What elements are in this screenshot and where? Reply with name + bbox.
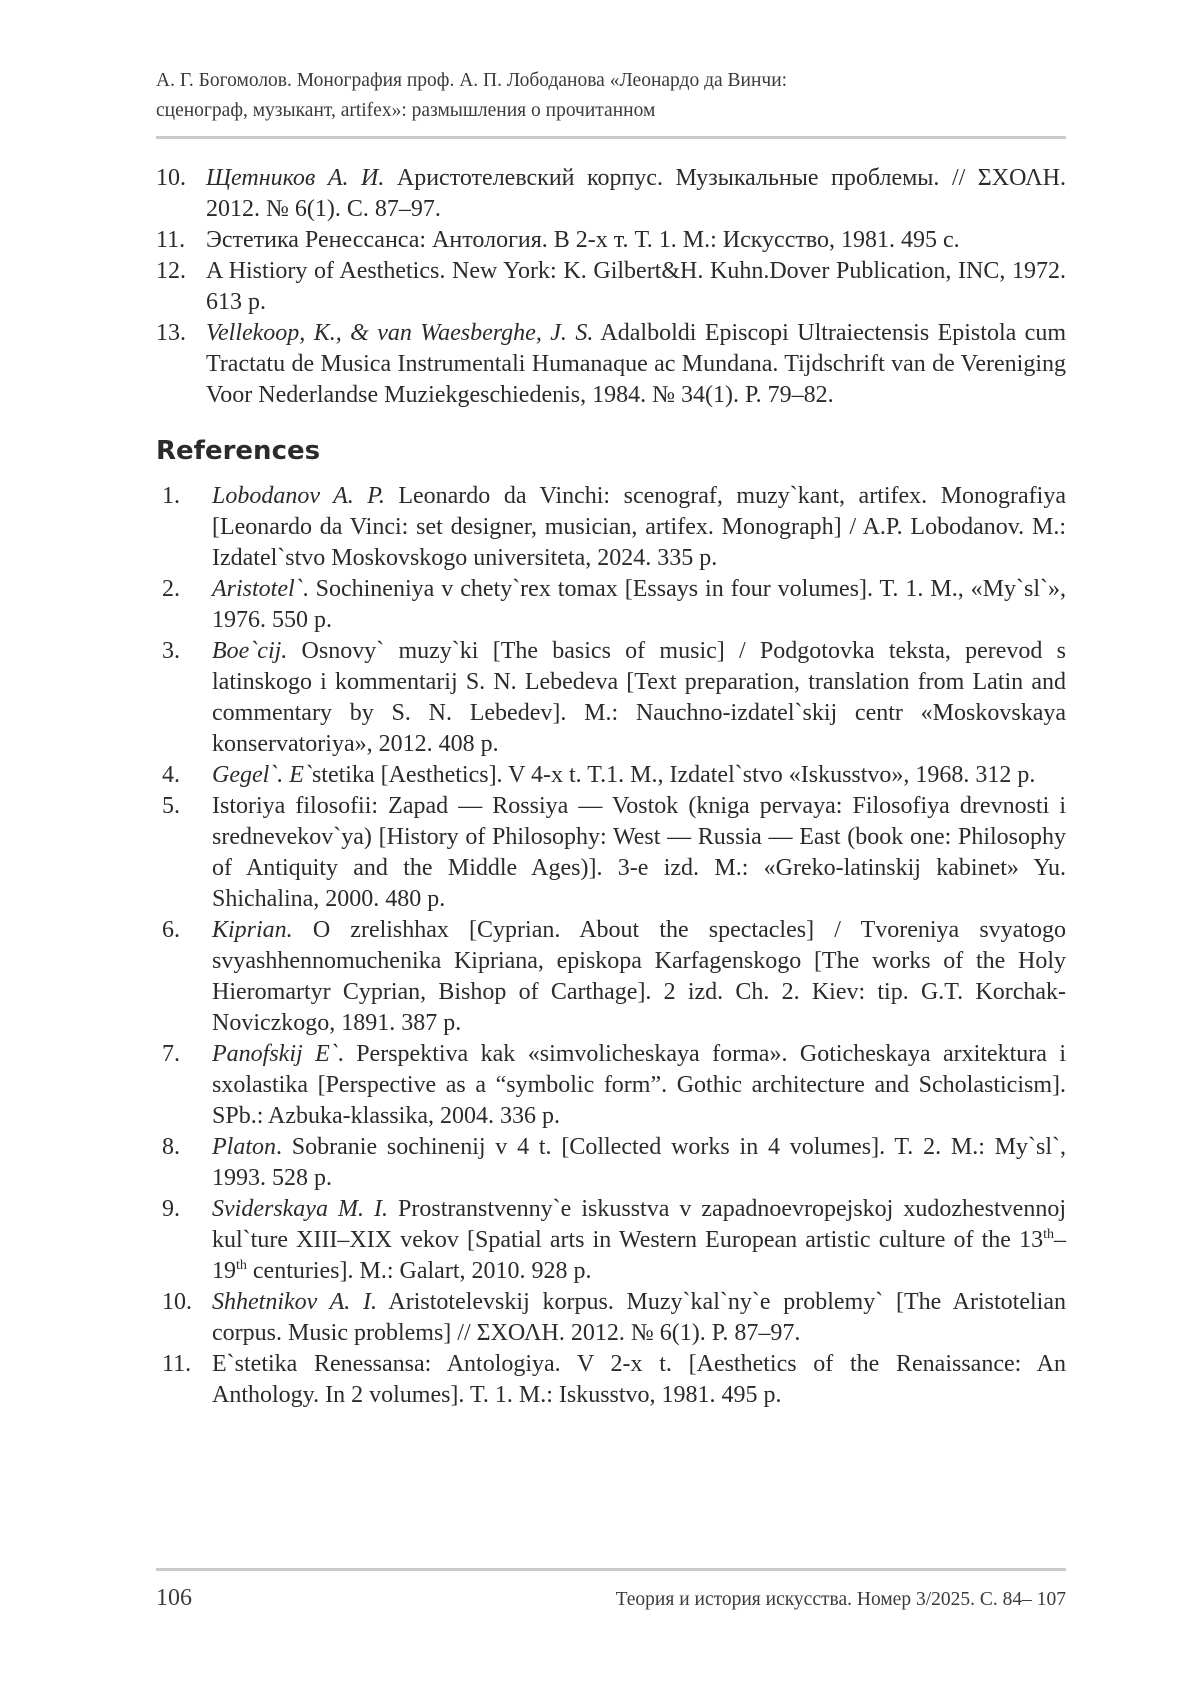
ref-number: 10.	[156, 165, 186, 191]
running-head	[156, 66, 1066, 139]
list-item	[156, 636, 1066, 760]
ref-number: 10.	[162, 1289, 192, 1315]
page	[156, 66, 1066, 1411]
ref-author: Boe`cij.	[212, 638, 288, 664]
ref-number: 1.	[162, 483, 180, 509]
ref-number: 11.	[162, 1351, 192, 1377]
ref-text: Platon. Sobranie sochinenij v 4 t. [Collected works in 4 volumes]. T. 2. M.: My`sl`, 1993. 528 p.	[212, 1134, 1066, 1191]
ref-author: Sviderskaya M. I.	[212, 1196, 388, 1222]
ref-author: Panofskij E`	[212, 1041, 338, 1067]
ref-text: Kiprian. O zrelishhax [Cyprian. About the spectacles] / Tvoreniya svyatogo svyashhennomuchenika Kipriana, episkopa Karfagenskogo [The works of the Holy Hieromartyr Cyprian, Bishop of Carthage]. 2 izd. Ch. 2. Kiev: tip. G.T. Korchak-Noviczkogo, 1891. 387 p.	[212, 917, 1066, 1036]
ref-number: 7.	[162, 1041, 180, 1067]
ref-text: A Histiory of Aesthetics. New York: K. Gilbert&H. Kuhn.Dover Publication, INC, 1972. 613 p.	[206, 258, 1066, 315]
ref-text: Aristotel`. Sochineniya v chety`rex tomax [Essays in four volumes]. T. 1. M., «My`sl`», 1976. 550 p.	[212, 576, 1066, 633]
ref-author: Kiprian.	[212, 917, 293, 943]
list-item	[156, 791, 1066, 915]
ref-text: Istoriya filosofii: Zapad — Rossiya — Vostok (kniga pervaya: Filosofiya drevnosti i srednevekov`ya) [History of Philosophy: West — Russia — East (book one: Philosophy of Antiquity and the Middle Ages)]. 3-e izd. M.: «Greko-latinskij kabinet» Yu. Shichalina, 2000. 480 p.	[212, 793, 1066, 912]
ru-reference-list	[156, 163, 1066, 411]
ref-number: 11.	[156, 227, 186, 253]
ref-author: Aristotel`	[212, 576, 303, 602]
list-item	[156, 1287, 1066, 1349]
en-reference-list	[156, 481, 1066, 1411]
list-item	[156, 481, 1066, 574]
list-item	[156, 1132, 1066, 1194]
ref-number: 13.	[156, 320, 186, 346]
ref-number: 4.	[162, 762, 180, 788]
running-head-line-1: А. Г. Богомолов. Монография проф. А. П. Лободанова «Леонардо да Винчи:	[156, 70, 788, 91]
list-item	[156, 574, 1066, 636]
ref-number: 2.	[162, 576, 180, 602]
ref-author: Lobodanov A. P.	[212, 483, 385, 509]
list-item	[156, 915, 1066, 1039]
list-item	[156, 256, 1066, 318]
ref-author: Щетников А. И.	[206, 165, 385, 191]
ref-text: Эстетика Ренессанса: Антология. В 2-х т. Т. 1. М.: Искусство, 1981. 495 с.	[206, 227, 960, 253]
ref-number: 12.	[156, 258, 186, 284]
ref-author: Shhetnikov A. I.	[212, 1289, 377, 1315]
ref-number: 5.	[162, 793, 180, 819]
list-item	[156, 318, 1066, 411]
ref-text: Boe`cij. Osnovy` muzy`ki [The basics of music] / Podgotovka teksta, perevod s latinskogo i kommentarij S. N. Lebedeva [Text preparation, translation from Latin and commentary by S. N. Lebedev]. M.: Nauchno-izdatel`skij centr «Moskovskaya konservatoriya», 2012. 408 p.	[212, 638, 1066, 757]
ref-text: E`stetika Renessansa: Antologiya. V 2-x t. [Aesthetics of the Renaissance: An Anthology. In 2 volumes]. T. 1. M.: Iskusstvo, 1981. 495 p.	[212, 1351, 1066, 1408]
ref-text: Sviderskaya M. I. Prostranstvenny`e iskusstva v zapadnoevropejskoj xudozhestvennoj kul`ture XIII–XIX vekov [Spatial arts in Western European artistic culture of the 13th–19th centuries]. M.: Galart, 2010. 928 p.	[212, 1196, 1066, 1284]
ref-author: Vellekoop, K., & van Waesberghe, J. S.	[206, 320, 594, 346]
ref-text: Lobodanov A. P. Leonardo da Vinchi: scenograf, muzy`kant, artifex. Monografiya [Leonardo da Vinci: set designer, musician, artifex. Monograph] / A.P. Lobodanov. M.: Izdatel`stvo Moskovskogo universiteta, 2024. 335 p.	[212, 483, 1066, 571]
references-heading: References	[156, 436, 321, 466]
page-number: 106	[156, 1585, 192, 1611]
ref-text: Panofskij E`. Perspektiva kak «simvolicheskaya forma». Goticheskaya arxitektura i sxolastika [Perspective as a “symbolic form”. Gothic architecture and Scholasticism]. SPb.: Azbuka-klassika, 2004. 336 p.	[212, 1041, 1067, 1129]
ref-text: Gegel`. E`stetika [Aesthetics]. V 4-x t. T.1. M., Izdatel`stvo «Iskusstvo», 1968. 312 p.	[212, 762, 1036, 788]
list-item	[156, 1194, 1066, 1287]
ref-number: 6.	[162, 917, 180, 943]
list-item	[156, 163, 1066, 225]
ref-author: Gegel`. E`	[212, 762, 312, 788]
ref-number: 9.	[162, 1196, 180, 1222]
list-item	[156, 1039, 1066, 1132]
ref-number: 8.	[162, 1134, 180, 1160]
ref-text: Shhetnikov A. I. Aristotelevskij korpus. Muzy`kal`ny`e problemy` [The Aristotelian corpus. Music problems] // ΣΧΟΛΗ. 2012. № 6(1). P. 87–97.	[212, 1289, 1066, 1346]
running-head-line-2: сценограф, музыкант, artifex»: размышления о прочитанном	[156, 100, 656, 121]
list-item	[156, 1349, 1066, 1411]
ref-text: Щетников А. И. Аристотелевский корпус. Музыкальные проблемы. // ΣΧΟΛΗ. 2012. № 6(1). С. 87–97.	[206, 165, 1067, 222]
list-item	[156, 225, 1066, 256]
list-item	[156, 760, 1066, 791]
ref-text: Vellekoop, K., & van Waesberghe, J. S. Adalboldi Episcopi Ultraiectensis Epistola cum Tractatu de Musica Instrumentali Humanaque ac Mundana. Tijdschrift van de Vereniging Voor Nederlandse Muziekgeschiedenis, 1984. № 34(1). P. 79–82.	[206, 320, 1066, 408]
ref-author: Platon	[212, 1134, 276, 1160]
journal-citation: Теория и история искусства. Номер 3/2025. С. 84– 107	[615, 1589, 1066, 1610]
ref-number: 3.	[162, 638, 180, 664]
page-footer	[156, 1568, 1066, 1612]
